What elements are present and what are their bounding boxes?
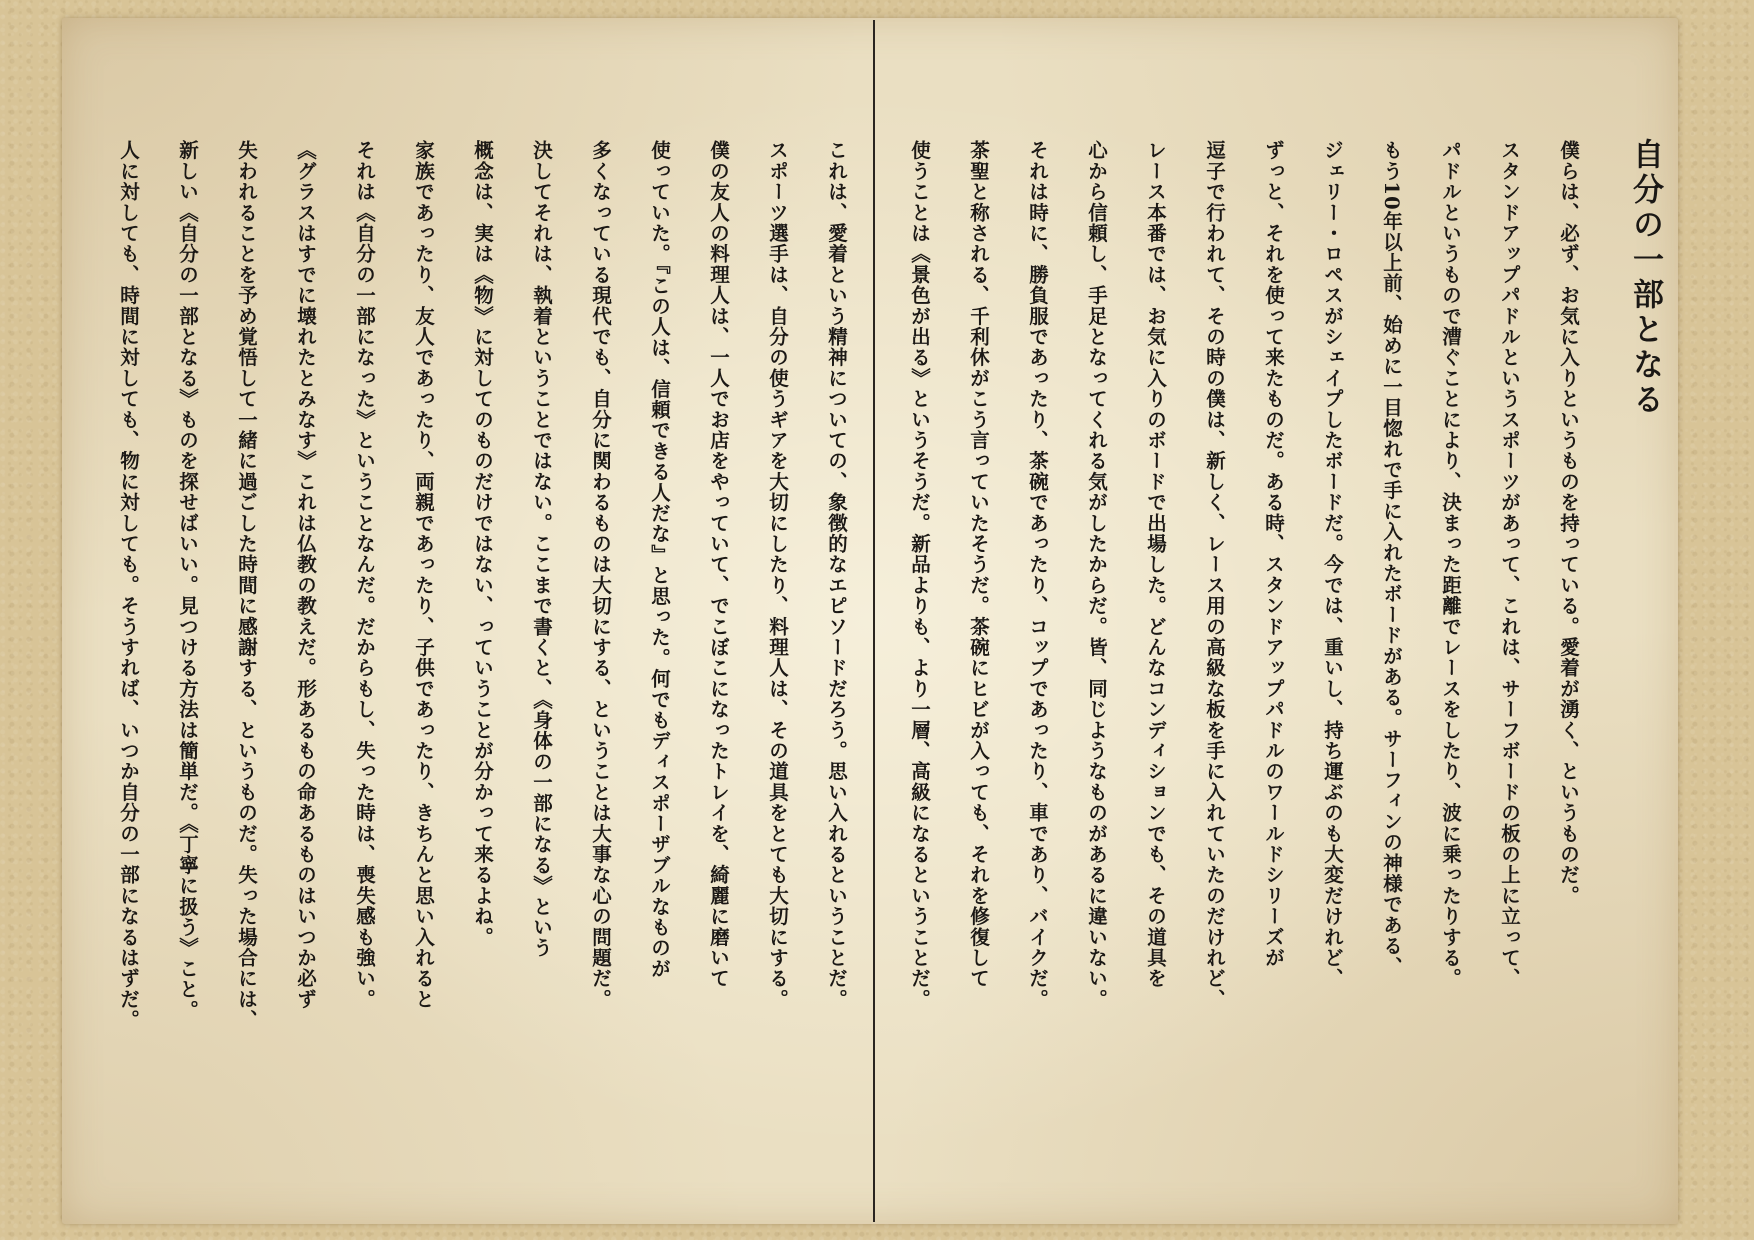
essay-title: 自分の一部となる: [1627, 138, 1663, 418]
right-page-line-5: ジェリー・ロペスがシェイプしたボードだ。今では、重いし、持ち運ぶのも大変だけれど、: [1321, 140, 1344, 989]
right-page-line-6: ずっと、それを使って来たものだ。ある時、スタンドアップパドルのワールドシリーズが: [1262, 140, 1285, 968]
right-page-line-10: それは時に、勝負服であったり、茶碗であったり、コップであったり、車であり、バイクだ。: [1026, 140, 1049, 1010]
left-page-line-3: 僕の友人の料理人は、一人でお店をやっていて、でこぼこになったトレイを、綺麗に磨いて: [707, 140, 730, 989]
left-page-line-1: これは、愛着という精神についての、象徴的なエピソードだろう。思い入れるということだ。: [825, 140, 848, 1010]
right-page-line-7: 逗子で行われて、その時の僕は、新しく、レース用の高級な板を手に入れていたのだけれど、: [1203, 140, 1226, 1010]
left-page-line-8: 家族であったり、友人であったり、両親であったり、子供であったり、きちんと思い入れると: [412, 140, 435, 1010]
left-page-line-13: 人に対しても、時間に対しても、物に対しても。そうすれば、いつか自分の一部になるはずだ。: [117, 140, 140, 1031]
right-page-line-3: パドルというもので漕ぐことにより、決まった距離でレースをしたり、波に乗ったりする。: [1439, 140, 1462, 989]
left-page-line-6: 決してそれは、執着ということではない。ここまで書くと、《身体の一部になる》という: [530, 140, 553, 959]
right-page-line-8: レース本番では、お気に入りのボードで出場した。どんなコンディションでも、その道具を: [1144, 140, 1167, 989]
right-page-line-1: 僕らは、必ず、お気に入りというものを持っている。愛着が湧く、というものだ。: [1557, 140, 1580, 906]
right-page-line-2: スタンドアップパドルというスポーツがあって、これは、サーフボードの板の上に立って、: [1498, 140, 1521, 989]
left-page-line-9: それは《自分の一部になった》ということなんだ。だからもし、失った時は、喪失感も強い。: [353, 140, 376, 1010]
left-page-line-4: 使っていた。『この人は、信頼できる人だな』と思った。何でもディスポーザブルなものが: [648, 140, 671, 979]
right-page-line-4: もう10年以上前、始めに一目惚れで手に入れたボードがある。サーフィンの神様である、: [1380, 140, 1403, 977]
left-page-line-11: 失われることを予め覚悟して一緒に過ごした時間に感謝する、というものだ。失った場合には、: [235, 140, 258, 1031]
right-page-line-9: 心から信頼し、手足となってくれる気がしたからだ。皆、同じようなものがあるに違いない。: [1085, 140, 1108, 1010]
left-page-line-5: 多くなっている現代でも、自分に関わるものは大切にする、ということは大事な心の問題だ。: [589, 140, 612, 1010]
right-page-line-11: 茶聖と称される、千利休がこう言っていたそうだ。茶碗にヒビが入っても、それを修復して: [967, 140, 990, 989]
left-page-line-7: 概念は、実は《物》に対してのものだけではない、っていうことが分かって来るよね。: [471, 140, 494, 948]
page-divider: [873, 20, 875, 1222]
left-page-line-2: スポーツ選手は、自分の使うギアを大切にしたり、料理人は、その道具をとても大切にする。: [766, 140, 789, 1010]
left-page-line-10: 《グラスはすでに壊れたとみなす》これは仏教の教えだ。形あるもの命あるものはいつか必ず: [294, 140, 317, 1010]
right-page-line-12: 使うことは《景色が出る》というそうだ。新品よりも、より一層、高級になるということだ。: [908, 140, 931, 1010]
left-page-line-12: 新しい《自分の一部となる》ものを探せばいい。見つける方法は簡単だ。《丁寧に扱う》こと。: [176, 140, 199, 1021]
